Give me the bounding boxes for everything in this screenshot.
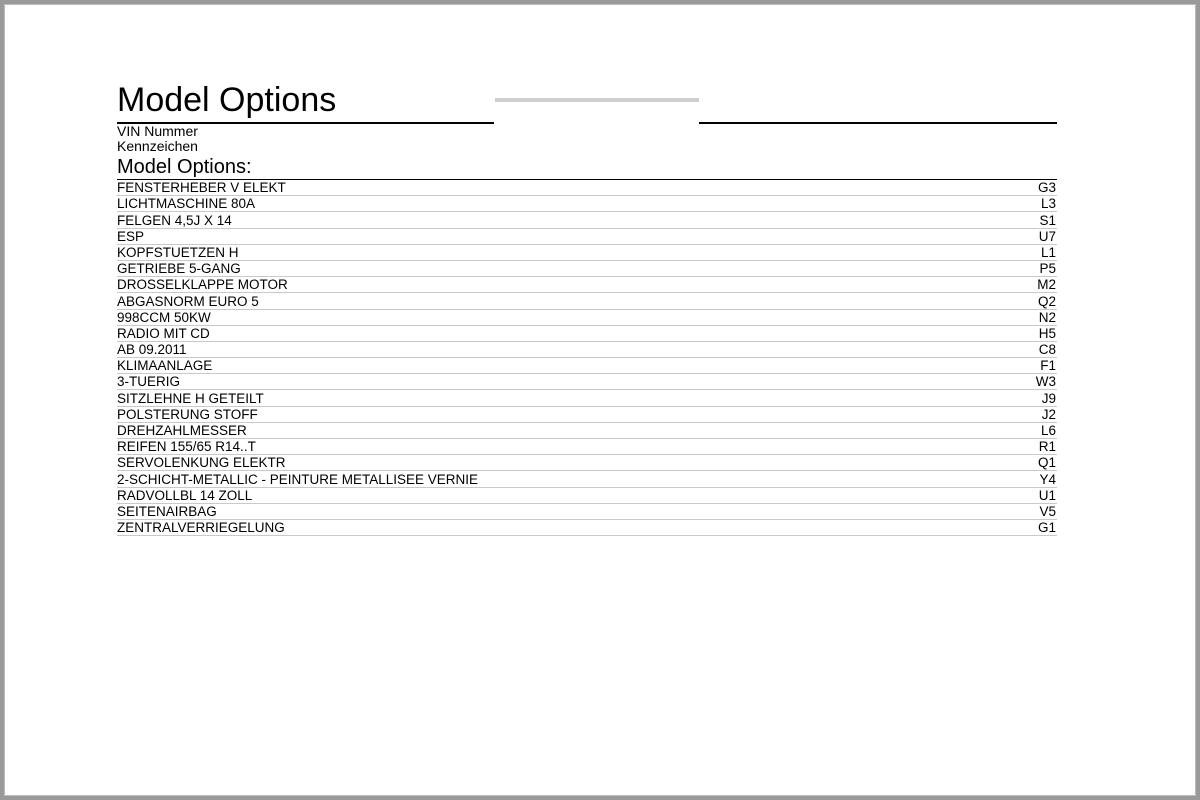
- option-code: L1: [1040, 244, 1056, 260]
- option-name: FELGEN 4,5J X 14: [117, 212, 232, 228]
- option-code: M2: [1037, 277, 1056, 293]
- list-item: [117, 504, 1057, 520]
- option-name: KOPFSTUETZEN H: [117, 244, 239, 260]
- option-name: SITZLEHNE H GETEILT: [117, 390, 264, 406]
- option-code: V5: [1039, 503, 1056, 519]
- option-code: S1: [1039, 212, 1056, 228]
- list-item: [117, 180, 1057, 196]
- option-code: N2: [1038, 309, 1056, 325]
- title-rule-middle: [495, 98, 699, 102]
- option-code: Y4: [1039, 471, 1056, 487]
- option-code: P5: [1039, 261, 1056, 277]
- plate-label: Kennzeichen: [117, 138, 198, 154]
- document-page: [4, 4, 1196, 796]
- list-item: [117, 455, 1057, 471]
- document-content: [117, 80, 1057, 536]
- option-code: F1: [1040, 358, 1056, 374]
- list-item: [117, 520, 1057, 536]
- option-code: U1: [1038, 487, 1056, 503]
- option-code: R1: [1038, 439, 1056, 455]
- option-name: DREHZAHLMESSER: [117, 423, 247, 438]
- option-name: SEITENAIRBAG: [117, 503, 217, 519]
- list-item: [117, 326, 1057, 342]
- option-name: POLSTERUNG STOFF: [117, 406, 258, 422]
- title-rule-right: [699, 122, 1057, 124]
- option-name: KLIMAANLAGE: [117, 358, 213, 374]
- option-name: ZENTRALVERRIEGELUNG: [117, 520, 285, 536]
- title-rule-left: [117, 122, 494, 124]
- option-name: REIFEN 155/65 R14..T: [117, 439, 256, 455]
- list-item: [117, 245, 1057, 261]
- option-code: G1: [1037, 520, 1056, 536]
- option-name: 2-SCHICHT-METALLIC - PEINTURE METALLISEE VERNIE: [117, 471, 479, 487]
- option-code: Q2: [1037, 293, 1056, 309]
- title-row: [117, 80, 1057, 124]
- page-title: Model Options: [117, 81, 337, 119]
- section-title: Model Options:: [117, 156, 1057, 180]
- list-item: [117, 407, 1057, 423]
- options-list: [117, 180, 1057, 536]
- option-name: FENSTERHEBER V ELEKT: [117, 180, 286, 196]
- option-name: ESP: [117, 228, 145, 244]
- option-name: ABGASNORM EURO 5: [117, 293, 259, 309]
- list-item: [117, 390, 1057, 406]
- list-item: [117, 423, 1057, 439]
- list-item: [117, 358, 1057, 374]
- option-name: 3-TUERIG: [117, 374, 181, 390]
- option-code: L6: [1040, 423, 1056, 438]
- list-item: [117, 310, 1057, 326]
- list-item: [117, 261, 1057, 277]
- list-item: [117, 374, 1057, 390]
- option-code: L3: [1040, 196, 1056, 212]
- option-name: 998CCM 50KW: [117, 309, 211, 325]
- option-name: AB 09.2011: [117, 342, 187, 358]
- option-code: G3: [1037, 180, 1056, 196]
- option-code: C8: [1038, 342, 1056, 358]
- list-item: [117, 471, 1057, 487]
- option-code: Q1: [1037, 455, 1056, 471]
- option-code: W3: [1035, 374, 1056, 390]
- option-code: J2: [1041, 406, 1056, 422]
- option-code: U7: [1038, 228, 1056, 244]
- list-item: [117, 293, 1057, 309]
- vin-label: VIN Nummer: [117, 123, 198, 139]
- option-name: SERVOLENKUNG ELEKTR: [117, 455, 286, 471]
- list-item: [117, 196, 1057, 212]
- option-code: H5: [1038, 325, 1056, 341]
- list-item: [117, 212, 1057, 228]
- list-item: [117, 439, 1057, 455]
- option-name: LICHTMASCHINE 80A: [117, 196, 256, 212]
- list-item: [117, 277, 1057, 293]
- list-item: [117, 488, 1057, 504]
- list-item: [117, 229, 1057, 245]
- option-name: GETRIEBE 5-GANG: [117, 261, 241, 277]
- option-name: RADIO MIT CD: [117, 325, 210, 341]
- option-code: J9: [1041, 390, 1056, 406]
- option-name: DROSSELKLAPPE MOTOR: [117, 277, 288, 293]
- option-name: RADVOLLBL 14 ZOLL: [117, 487, 253, 503]
- list-item: [117, 342, 1057, 358]
